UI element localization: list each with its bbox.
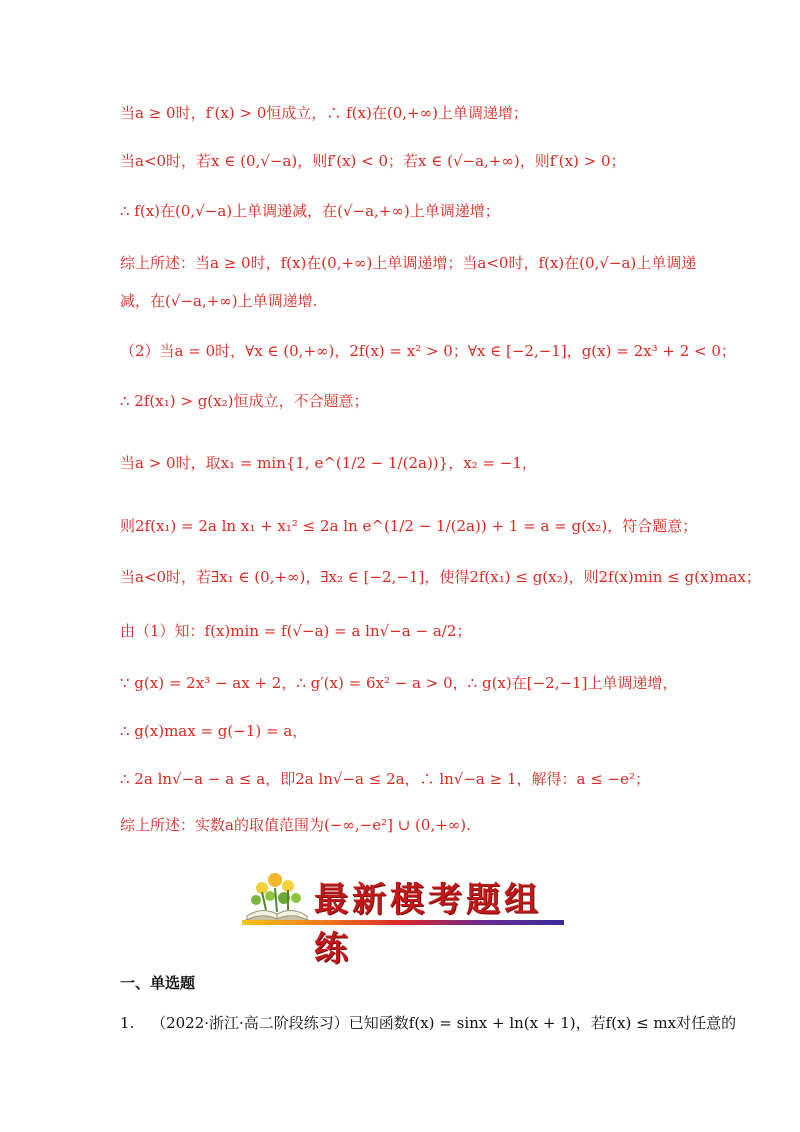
- solution-line-11: 由（1）知：f(x)min = f(√−a) = a ln√−a − a/2；: [120, 622, 472, 640]
- solution-line-15: 综上所述：实数a的取值范围为(−∞,−e²] ∪ (0,+∞).: [120, 816, 471, 834]
- solution-line-4: 综上所述：当a ≥ 0时，f(x)在(0,+∞)上单调递增；当a<0时，f(x)在(0,√−a)上单调递: [120, 254, 697, 272]
- question-number: 1.: [120, 1014, 135, 1032]
- banner-title: 最新模考题组练: [314, 880, 542, 969]
- solution-line-13: ∴ g(x)max = g(−1) = a，: [120, 722, 308, 740]
- solution-line-5: 减，在(√−a,+∞)上单调递增.: [120, 292, 318, 310]
- solution-line-14: ∴ 2a ln√−a − a ≤ a，即2a ln√−a ≤ 2a，∴ ln√−a ≥ 1，解得：a ≤ −e²；: [120, 770, 651, 788]
- solution-line-12: ∵ g(x) = 2x³ − ax + 2，∴ g′(x) = 6x² − a > 0，∴ g(x)在[−2,−1]上单调递增，: [120, 674, 678, 692]
- solution-line-8: 当a > 0时，取x₁ = min{1, e^(1/2 − 1/(2a))}，x₂ = −1，: [120, 454, 537, 472]
- solution-line-10: 当a<0时，若∃x₁ ∈ (0,+∞)，∃x₂ ∈ [−2,−1]，使得2f(x₁) ≤ g(x₂)，则2f(x)min ≤ g(x)max；: [120, 568, 761, 586]
- solution-line-7: ∴ 2f(x₁) > g(x₂)恒成立，不合题意；: [120, 392, 369, 410]
- solution-line-6: （2）当a = 0时，∀x ∈ (0,+∞)，2f(x) = x² > 0；∀x ∈ [−2,−1]，g(x) = 2x³ + 2 < 0；: [120, 342, 736, 360]
- solution-line-1: 当a ≥ 0时，f′(x) > 0恒成立，∴ f(x)在(0,+∞)上单调递增；: [120, 104, 528, 122]
- open-book-flowers-icon: [242, 868, 312, 926]
- question-text: （2022·浙江·高二阶段练习）已知函数f(x) = sinx + ln(x + 1)，若f(x) ≤ mx对任意的: [151, 1014, 737, 1032]
- banner-underline: [242, 920, 564, 925]
- solution-line-9: 则2f(x₁) = 2a ln x₁ + x₁² ≤ 2a ln e^(1/2 − 1/(2a)) + 1 = a = g(x₂)，符合题意；: [120, 517, 698, 535]
- section-heading: 一、单选题: [120, 974, 196, 992]
- question-1: [120, 1012, 736, 1034]
- section-banner: [242, 868, 564, 969]
- solution-line-2: 当a<0时，若x ∈ (0,√−a)，则f′(x) < 0；若x ∈ (√−a,+∞)，则f′(x) > 0；: [120, 152, 626, 170]
- solution-line-3: ∴ f(x)在(0,√−a)上单调递减，在(√−a,+∞)上单调递增；: [120, 202, 500, 220]
